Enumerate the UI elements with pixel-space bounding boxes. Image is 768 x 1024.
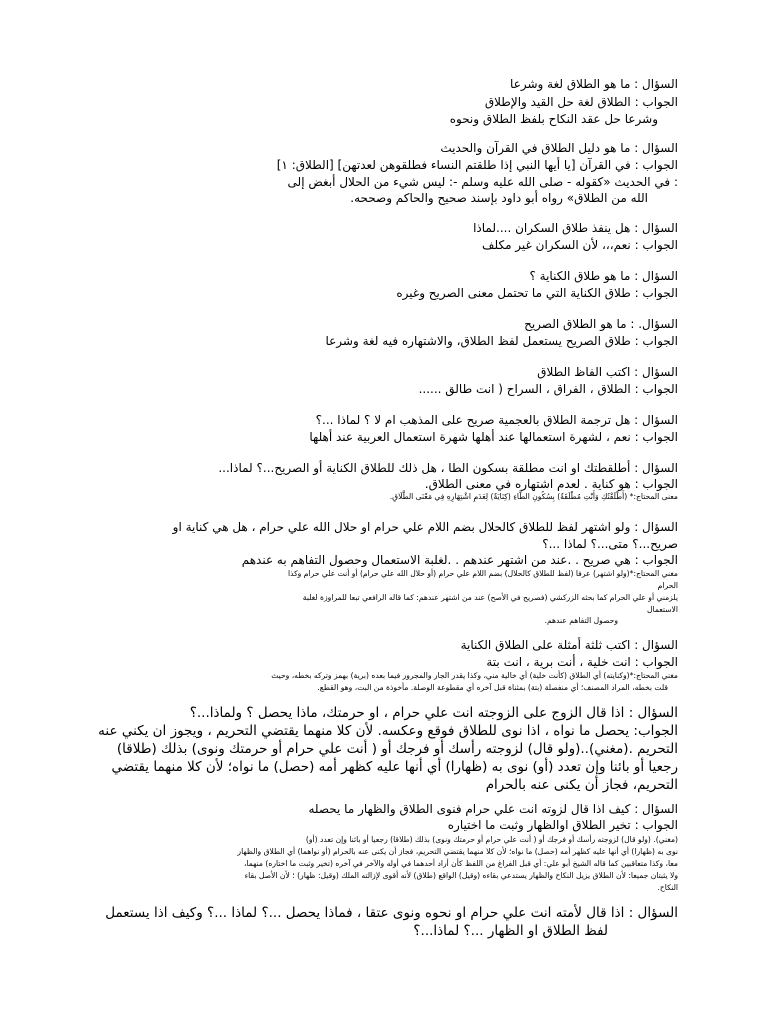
question-text: السؤال. : ما هو الطلاق الصريح [524,317,678,331]
answer-text: : في الحديث «كقوله - صلى الله عليه وسلم -: ليس شيء من الحلال أبغض إلى [287,175,678,189]
question-text: لفظ الطلاق او الظهار ...؟ لماذا...؟ [413,923,608,939]
answer-text: الله من الطلاق» رواه أبو داود بإسند صحيح والحاكم وصححه. [350,191,648,205]
commentary-note: الحرام [657,581,678,590]
question-text: السؤال : اذا قال لأمته انت علي حرام او نحوه ونوى عتقا ، فماذا يحصل ...؟ لماذا ...؟ وكيف اذا يستعمل [105,905,678,921]
answer-text: الجواب : في القرآن [يا أيها النبي إذا طلقتم النساء فطلقوهن لعدتهن] [الطلاق: ١] [276,158,678,172]
question-text: السؤال : هل ينفذ طلاق السكران ....لماذا [473,221,678,235]
answer-text: الجواب : نعم ، لشهرة استعمالها عند أهلها شهرة استعمال العربية عند أهلها [309,430,678,444]
answer-text: وشرعا حل عقد النكاح بلفظ الطلاق ونحوه [449,112,658,126]
answer-text: الجواب : الطلاق ، الفراق ، السراح ( انت طالق ...... [418,382,678,396]
commentary-note: (مغني). (ولو قال) لزوجته رأسك أو فرجك أو ( أنت علي حرام أو حرمتك ونوى) بذلك (طلاقا) رجعيا أو بائنا وإن تعدد (أو) [305,835,678,844]
question-text: صريح...؟ متى...؟ لماذا ...؟ [542,537,678,551]
question-text: السؤال : اكتب الفاظ الطلاق [537,365,678,379]
answer-text: التحريم .(مغني)..(ولو قال) لزوجته رأسك أو فرجك أو ( أنت علي حرام أو حرمتك ونوى) بذلك (طلاقا) [116,741,678,757]
answer-text: الجواب : طلاق الكناية التي ما تحتمل معنى الصريح وغيره [396,286,678,300]
answer-text: رجعيا أو بائنا وإن تعدد (أو) نوى به (ظهارا) أي أنها عليه كظهر أمه (حصل) ما نواه؛ لأن كلا منهما يقتضي [111,759,678,775]
commentary-note: قلت بخطه، المراد المصنف؛ أي منفصلة (بتة) بمثناة قبل آخره أي مقطوعة الوصلة. مأخوذة من البت، وهو القطع. [317,683,668,692]
question-text: السؤال : هل ترجمة الطلاق بالعجمية صريح على المذهب ام لا ؟ لماذا ...؟ [315,413,678,427]
question-text: السؤال : ولو اشتهر لفظ للطلاق كالحلال بضم اللام علي حرام او حلال الله علي حرام ، هل هي كناية او [172,520,678,534]
commentary-note: معنى المحتاج:* (أَطْلَقْتُكِ وَأَنْتِ مُطْلَقَةٌ) بِسُكُونِ الطَّاءِ (كِنَايَةٌ) لِعَدَمِ اشْتِهَارِهِ فِي مَعْنَى الطَّلَاقِ. [389,492,678,501]
commentary-note: النكاح. [657,883,678,892]
commentary-note: الاستعمال [647,605,678,614]
commentary-note: معا، وكذا متعاقبين كما قاله الشيخ أبو علي: أي قبل الفراغ من اللفظ كأن أراد أحدهما في أوله والآخر في آخره (تخير وثبت ما اختاره) منهما، [243,859,678,868]
answer-text: الجواب : طلاق الصريح يستعمل لفظ الطلاق، والاشتهاره فيه لغة وشرعا [325,334,678,348]
commentary-note: وحصول التفاهم عندهم. [544,616,618,625]
answer-text: الجواب : هي صريح . .عند من اشتهر عندهم . .لغلبة الاستعمال وحصول التفاهم به عندهم [241,553,678,567]
commentary-note: مغني المحتاج:*(وكنايته) أي الطلاق (كأنت خلية) أي خالية مني، وكذا يقدر الجار والمجرور فيما بعده (برية) بهمز وتركه بخطه، وحيث [271,671,678,680]
answer-text: التحريم، فجاز أن يكنى عنه بالحرام [485,777,678,793]
commentary-note: مغني المحتاج:*(ولو اشتهر) عرفا (لفظ للطلاق كالحلال) بضم اللام علي حرام (أو حلال الله علي حرام) أو أنت علي حرام وكذا [287,569,678,578]
question-text: السؤال : أطلقطتك او انت مطلقة بسكون الطا ، هل ذلك للطلاق الكناية أو الصريح...؟ لماذا... [218,461,678,475]
commentary-note: يلزمني أو علي الحرام كما بحثه الزركشي (فصريح في الأصح) عند من اشتهر عندهم: كما قاله الرافعي تبعا للمراوزة لغلبة [302,593,678,602]
answer-text: الجواب : انت خلية ، أنت برية ، انت بتة [486,655,678,669]
question-text: السؤال : اكتب ثلثة أمثلة على الطلاق الكناية [460,638,678,652]
question-text: السؤال : كيف اذا قال لزوته انت علي حرام فنوى الطلاق والظهار ما يحصله [308,802,678,816]
question-text: السؤال : ما هو طلاق الكناية ؟ [529,269,678,283]
question-text: السؤال : اذا قال الزوج على الزوجته انت علي حرام ، او حرمتك، ماذا يحصل ؟ ولماذا...؟ [189,705,678,721]
question-text: السؤال : ما هو الطلاق لغة وشرعا [510,77,678,91]
commentary-note: نوى به (ظهارا) أي أنها عليه كظهر أمه (حصل) ما نواه؛ لأن كلا منهما يقتضي التحريم، فجاز أن يكنى عنه بالحرام (أو نواهما) أي الطلاق والظهار [237,847,678,856]
answer-text: الجواب : نعم،،، لأن السكران غير مكلف [482,238,678,252]
answer-text: الجواب : الطلاق لغة حل القيد والإطلاق [484,95,678,109]
answer-text: الجواب : تخير الطلاق اوالظهار وثبت ما اختياره [447,818,678,832]
question-text: السؤال : ما هو دليل الطلاق في القرآن والحديث [440,141,678,155]
answer-text: الجواب: يحصل ما نواه ، اذا نوى للطلاق فوقع وعكسه. لأن كلا منهما يقتضي التحريم ، ويجوز ان يكني عنه [98,723,678,739]
commentary-note: ولا يثبتان جميعا: لأن الطلاق يزيل النكاح والظهار يستدعي بقاءه (وقيل) الواقع (طلاق) لأنه أقوى لإزالته الملك (وقيل: ظهار) ؛ لأن الأصل بقاء [244,871,678,880]
answer-text: الجواب : هو كناية . لعدم اشتهاره في معنى الطلاق. [424,477,678,491]
